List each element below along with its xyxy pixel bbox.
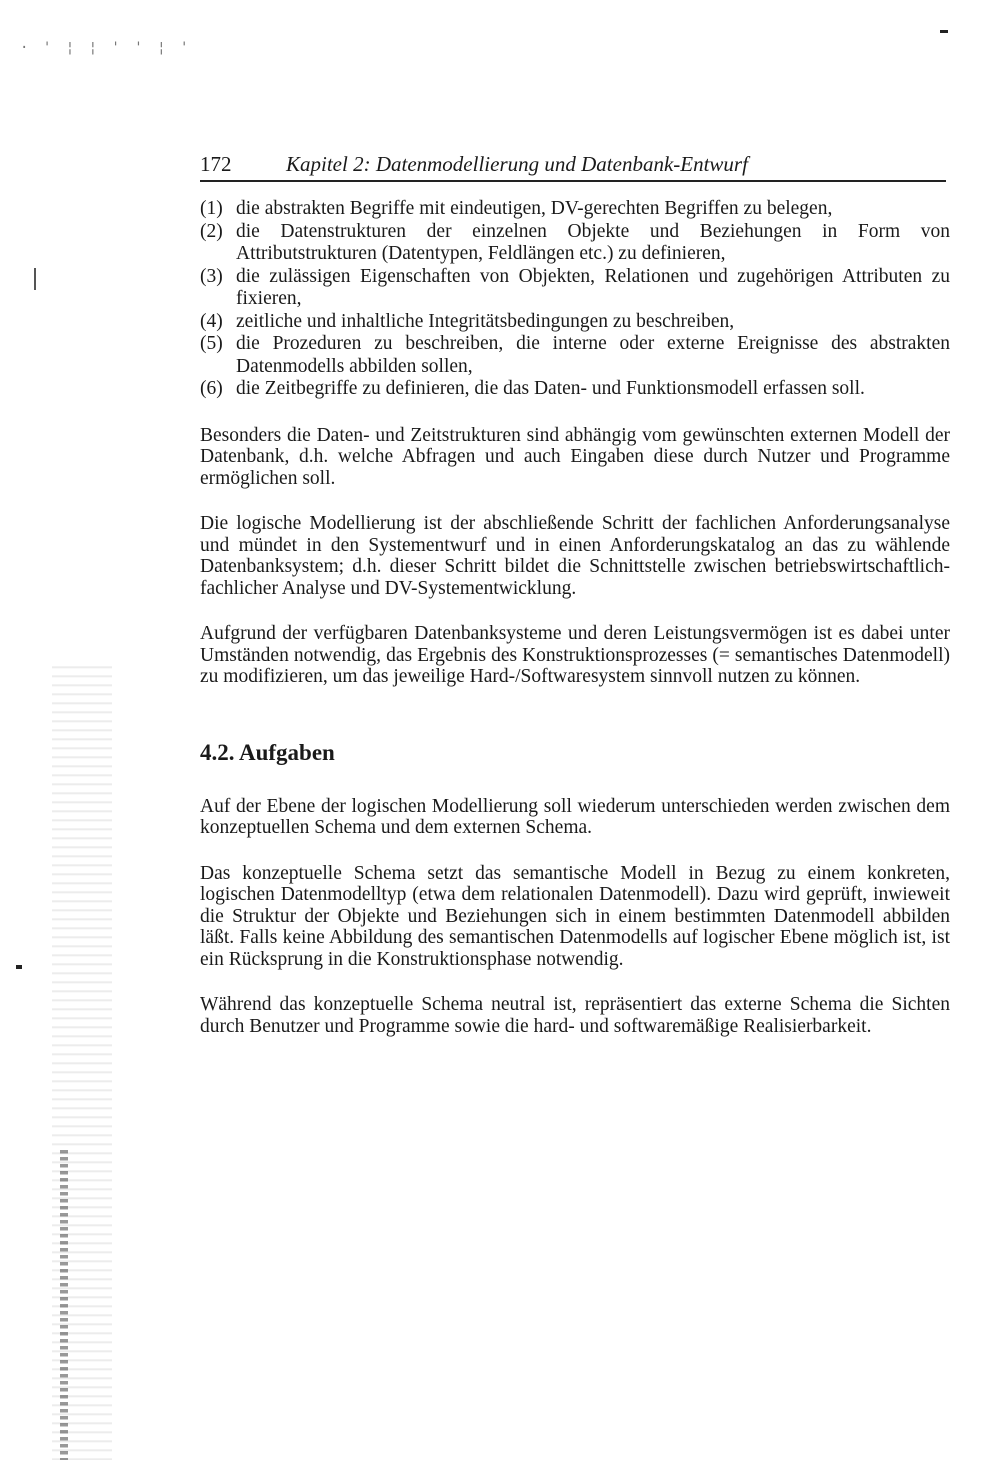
paragraph: Aufgrund der verfügbaren Datenbanksysteme und deren Leistungsvermögen ist es dabei unter Umständen notwendig, das Ergebnis des Konstruktionsprozesses (= semantisches Datenmodell) zu modifizieren, um das jeweilige Hard-/Softwaresystem sinnvoll nutzen zu können. [200, 623, 950, 687]
list-item: (1) die abstrakten Begriffe mit eindeutigen, DV-gerechten Begriffen zu belegen, [200, 198, 833, 219]
list-item: (6) die Zeitbegriffe zu definieren, die das Daten- und Funktionsmodell erfassen soll. [200, 378, 865, 399]
page-number: 172 [200, 152, 232, 176]
running-header [200, 152, 946, 182]
scan-artifact-top: · ' ¦ ¦ ' ' ¦ ' [20, 40, 192, 56]
scan-artifact-mark [16, 965, 22, 969]
paragraph: Die logische Modellierung ist der abschließende Schritt der fachlichen Anforderungsanalyse und mündet in den Systementwurf und in einen Anforderungskatalog an das zu wählende Datenbanksystem; d.h. dieser Schritt bildet die Schnittstelle zwischen betriebswirtschaftlich-fachlicher Analyse und DV-Systementwicklung. [200, 513, 950, 599]
scan-artifact-mark [34, 268, 36, 290]
scan-artifact-edge [60, 1150, 68, 1460]
paragraph: Besonders die Daten- und Zeitstrukturen sind abhängig vom gewünschten externen Modell der Datenbank, d.h. welche Abfragen und auch Eingaben diese durch Nutzer und Programme ermöglichen soll. [200, 424, 950, 489]
list-item: (3) die zulässigen Eigenschaften von Objekten, Relationen und zugehörigen Attributen zu fixieren, [200, 265, 950, 309]
list-item: (2) die Datenstrukturen der einzelnen Objekte und Beziehungen in Form von Attributstrukturen (Datentypen, Feldlängen etc.) zu definieren, [200, 220, 950, 264]
paragraph: Während das konzeptuelle Schema neutral ist, repräsentiert das externe Schema die Sichten durch Benutzer und Programme sowie die hard- und softwaremäßige Realisierbarkeit. [200, 994, 950, 1037]
paragraph: Auf der Ebene der logischen Modellierung soll wiederum unterschieden werden zwischen dem konzeptuellen Schema und dem externen Schema. [200, 795, 950, 838]
section-heading: 4.2. Aufgaben [200, 739, 335, 765]
scan-artifact-mark [940, 30, 948, 33]
body-text [200, 198, 950, 1037]
chapter-title: Kapitel 2: Datenmodellierung und Datenbank-Entwurf [286, 152, 748, 176]
list-item: (4) zeitliche und inhaltliche Integritätsbedingungen zu beschreiben, [200, 310, 735, 332]
list-item: (5) die Prozeduren zu beschreiben, die interne oder externe Ereignisse des abstrakten Datenmodells abbilden sollen, [200, 333, 950, 377]
numbered-list [200, 198, 950, 401]
paragraph: Das konzeptuelle Schema setzt das semantische Modell in Bezug zu einem konkreten, logischen Datenmodelltyp (etwa dem relationalen Datenmodell). Dazu wird geprüft, inwieweit die Struktur der Objekte und Beziehungen sich in einem bestimmten Datenmodell abbilden läßt. Falls keine Abbildung des semantischen Datenmodells auf logischer Ebene möglich ist, ist ein Rücksprung in die Konstruktionsphase notwendig. [200, 862, 950, 970]
